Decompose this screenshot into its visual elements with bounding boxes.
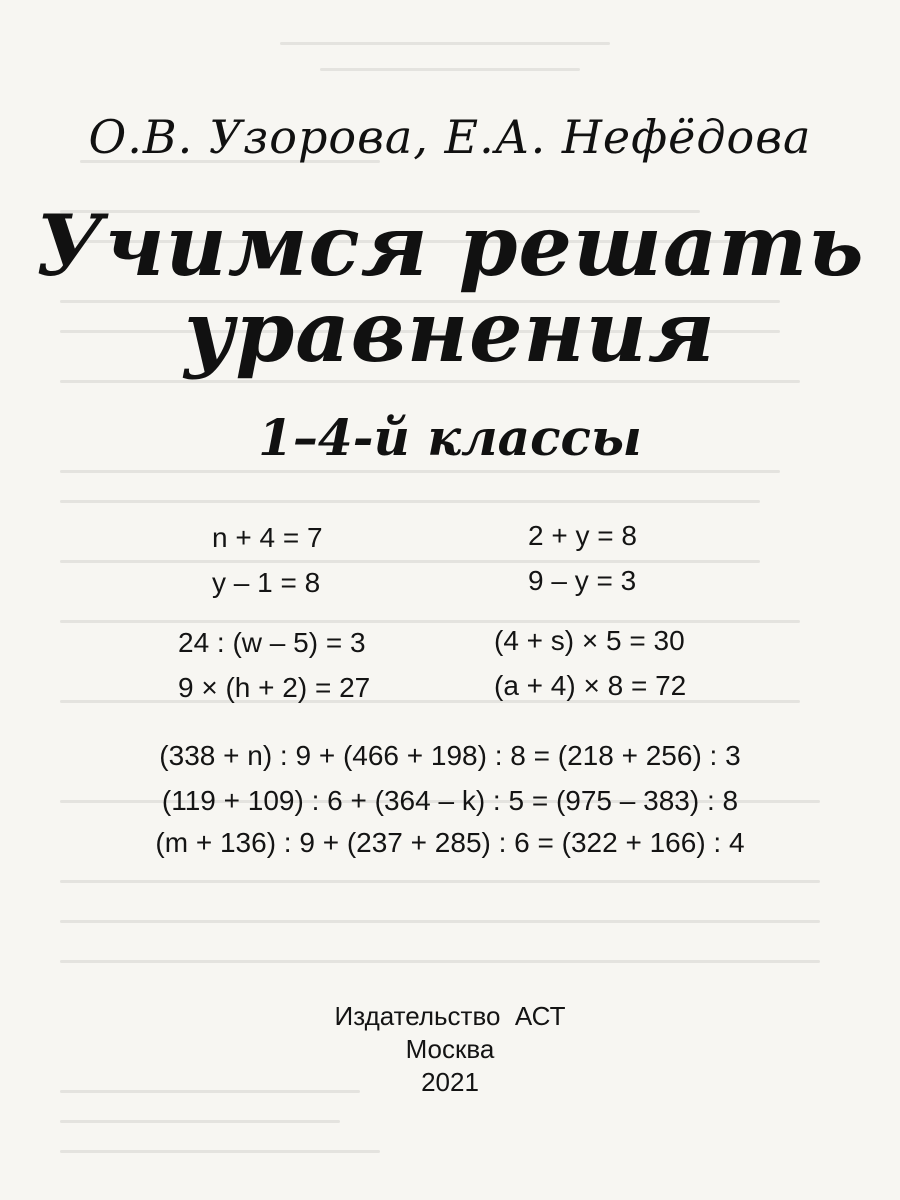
equation-complex-1: (338 + n) : 9 + (466 + 198) : 8 = (218 + 256) : 3 (159, 740, 741, 771)
equation-simple-left-1: n + 4 = 7 (212, 522, 323, 553)
authors: О.В. Узорова, Е.А. Нефёдова (88, 110, 812, 164)
publisher-name: Издательство АСТ (334, 1001, 566, 1031)
equation-simple-left-2: y – 1 = 8 (212, 567, 321, 598)
grade-range: 1–4-й классы (258, 408, 642, 467)
equation-medium-right-2: (a + 4) × 8 = 72 (494, 670, 687, 701)
equation-complex-3: (m + 136) : 9 + (237 + 285) : 6 = (322 + 166) : 4 (155, 827, 745, 858)
equation-complex-2: (119 + 109) : 6 + (364 – k) : 5 = (975 – 383) : 8 (161, 785, 739, 816)
publisher-city: Москва (405, 1034, 495, 1064)
equation-medium-left-1: 24 : (w – 5) = 3 (178, 627, 366, 658)
equation-simple-right-2: 9 – y = 3 (528, 565, 637, 596)
book-title-line-2: уравнения (184, 282, 716, 381)
publisher-block (0, 1000, 900, 1099)
book-title-line-1: Учимся решать (35, 196, 865, 295)
publication-year: 2021 (421, 1067, 479, 1097)
equation-simple-right-1: 2 + y = 8 (528, 520, 637, 551)
equation-medium-left-2: 9 × (h + 2) = 27 (178, 672, 371, 703)
equation-medium-right-1: (4 + s) × 5 = 30 (494, 625, 685, 656)
